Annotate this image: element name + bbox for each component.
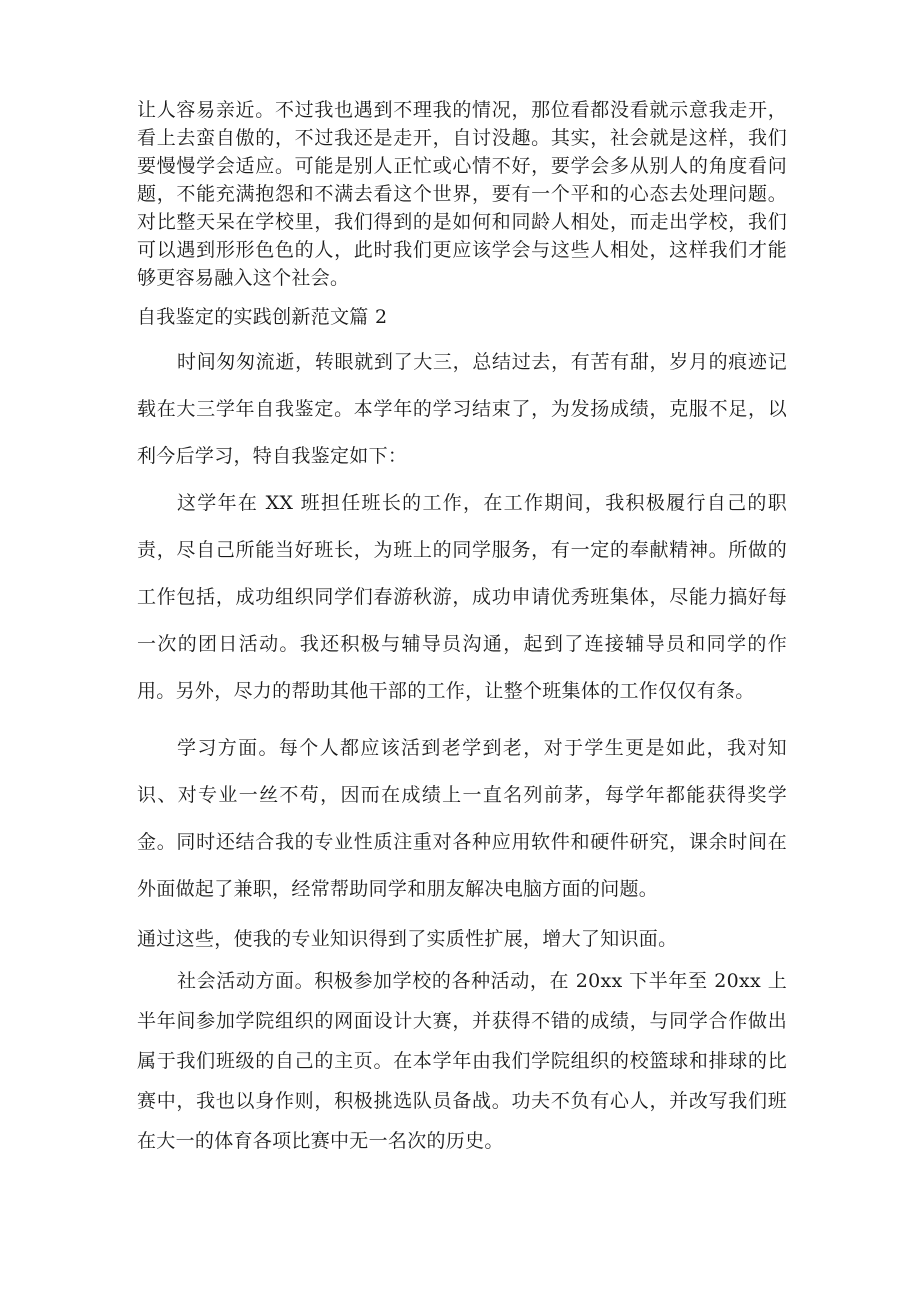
paragraph-intro: 时间匆匆流逝，转眼就到了大三，总结过去，有苦有甜，岁月的痕迹记载在大三学年自我鉴定。本学年的学习结束了，为发扬成绩，克服不足，以利今后学习，特自我鉴定如下： (137, 351, 787, 467)
section-heading: 自我鉴定的实践创新范文篇 2 (137, 306, 388, 328)
paragraph-study: 学习方面。每个人都应该活到老学到老，对于学生更是如此，我对知识、对专业一丝不苟，因而在成绩上一直名列前茅，每学年都能获得奖学金。同时还结合我的专业性质注重对各种应用软件和硬件研究，课余时间在外面做起了兼职，经常帮助同学和朋友解决电脑方面的问题。 (137, 737, 787, 900)
paragraph-continuation: 让人容易亲近。不过我也遇到不理我的情况，那位看都没看就示意我走开，看上去蛮自傲的，不过我还是走开，自讨没趣。其实，社会就是这样，我们要慢慢学会适应。可能是别人正忙或心情不好，要学会多从别人的角度看问题，不能充满抱怨和不满去看这个世界，要有一个平和的心态去处理问题。对比整天呆在学校里，我们得到的是如何和同龄人相处，而走出学校，我们可以遇到形形色色的人，此时我们更应该学会与这些人相处，这样我们才能够更容易融入这个社会。 (137, 99, 787, 289)
paragraph-summary: 通过这些，使我的专业知识得到了实质性扩展，增大了知识面。 (137, 928, 678, 950)
paragraph-social-activities: 社会活动方面。积极参加学校的各种活动，在 20xx 下半年至 20xx 上半年间参加学院组织的网面设计大赛，并获得不错的成绩，与同学合作做出属于我们班级的自己的主页。在本学年由我们学院组织的校篮球和排球的比赛中，我也以身作则，积极挑选队员备战。功夫不负有心人，并改写我们班在大一的体育各项比赛中无一名次的历史。 (137, 970, 787, 1152)
document-page (137, 96, 787, 1165)
paragraph-class-monitor: 这学年在 XX 班担任班长的工作，在工作期间，我积极履行自己的职责，尽自己所能当好班长，为班上的同学服务，有一定的奉献精神。所做的工作包括，成功组织同学们春游秋游，成功申请优秀班集体，尽能力搞好每一次的团日活动。我还积极与辅导员沟通，起到了连接辅导员和同学的作用。另外，尽力的帮助其他干部的工作，让整个班集体的工作仅仅有条。 (137, 492, 787, 702)
